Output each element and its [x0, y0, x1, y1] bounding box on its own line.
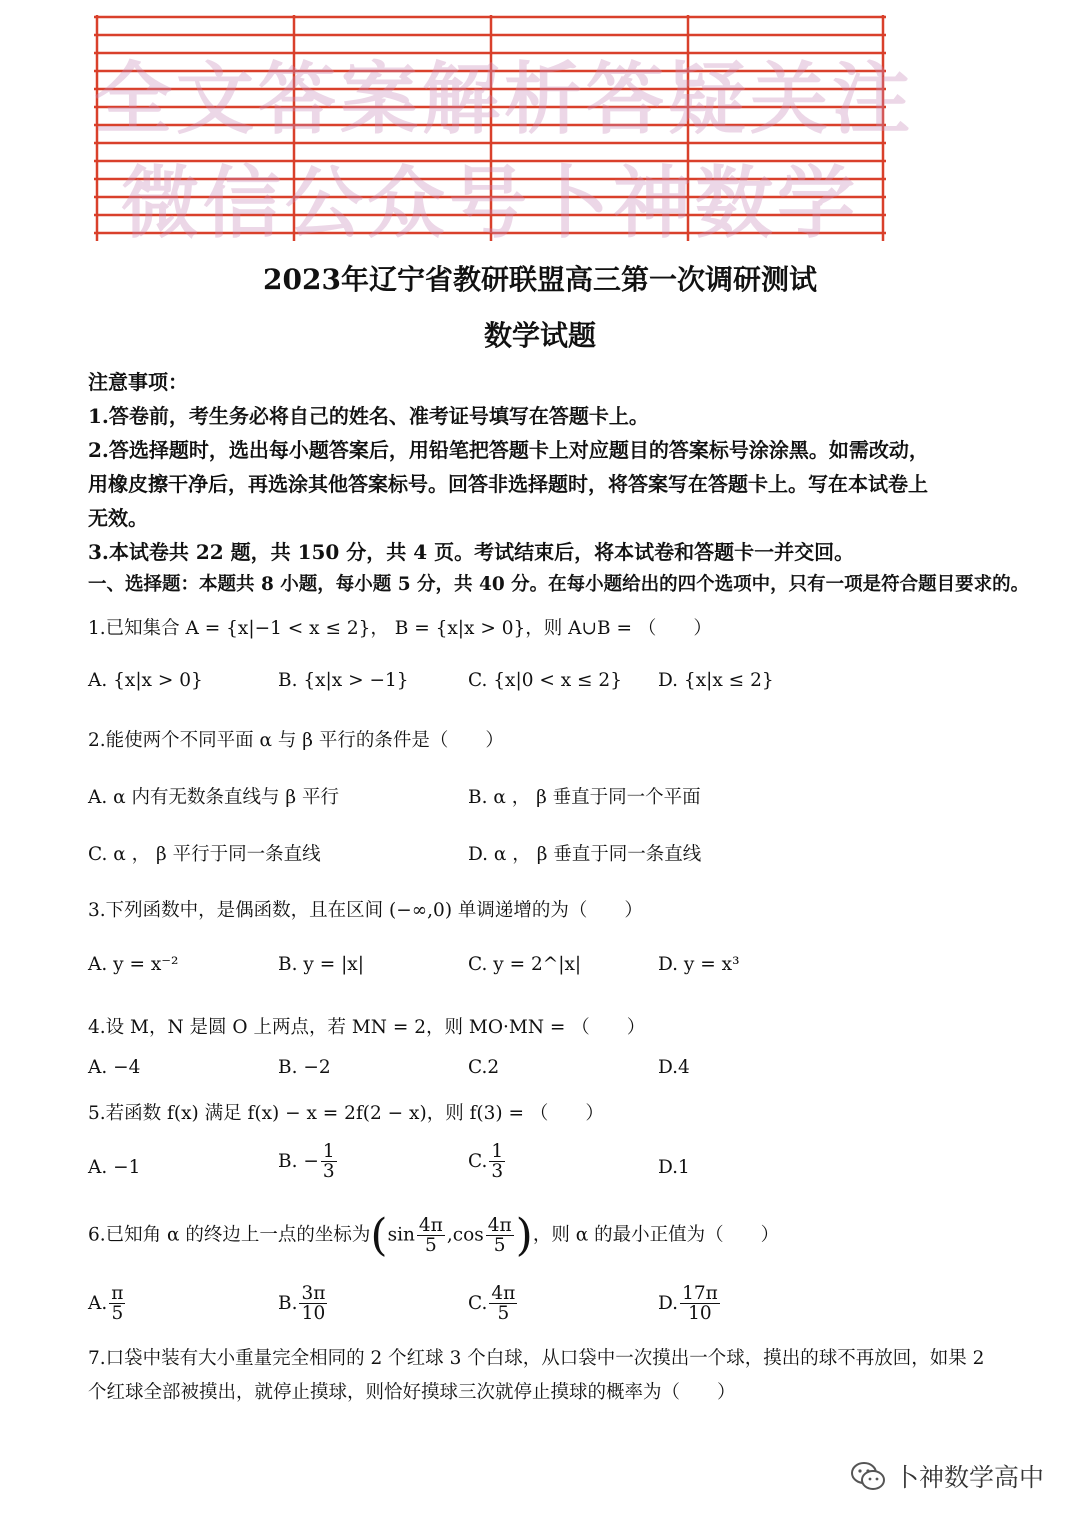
- fraction: [109, 1284, 125, 1324]
- q3-option-d: D. y = x³: [658, 954, 740, 975]
- q6-option-a: [88, 1284, 127, 1324]
- q4-option-b: B. −2: [278, 1057, 331, 1078]
- notice-heading: 注意事项：: [88, 370, 188, 394]
- fraction: [417, 1216, 445, 1256]
- notice-item-2a: 2.答选择题时，选出每小题答案后，用铅笔把答题卡上对应题目的答案标号涂涂黑。如需改动，: [88, 438, 929, 462]
- option-label: A.: [88, 1292, 108, 1314]
- q6-stem-post: ，则 α 的最小正值为（ ）: [532, 1224, 780, 1246]
- fraction-numerator: π: [111, 1283, 124, 1304]
- fraction-numerator: 4π: [491, 1283, 516, 1304]
- q6-cos: ,cos: [446, 1224, 484, 1246]
- notice-item-2b: 用橡皮擦干净后，再选涂其他答案标号。回答非选择题时，将答案写在答题卡上。写在本试卷上: [88, 472, 928, 496]
- fraction-denominator: 3: [491, 1161, 504, 1183]
- fraction-numerator: 17π: [682, 1283, 718, 1304]
- account-name: 卜神数学高中: [893, 1463, 1044, 1492]
- q5-option-c-label: C.: [468, 1150, 488, 1172]
- watermark-line-1: 全文答案解析答疑关注: [94, 55, 915, 145]
- option-label: D.: [658, 1292, 679, 1314]
- q2-option-b: B. α ， β 垂直于同一个平面: [468, 787, 701, 808]
- fraction-numerator: 4π: [487, 1214, 512, 1236]
- fraction-numerator: 1: [322, 1141, 335, 1162]
- watermark-banner: [94, 15, 915, 249]
- q4-option-d: D.4: [658, 1057, 690, 1078]
- fraction: [489, 1142, 505, 1182]
- q3-option-b: B. y = |x|: [278, 954, 364, 975]
- wechat-icon: [850, 1461, 886, 1491]
- fraction-numerator: 1: [491, 1141, 504, 1162]
- exam-subtitle: 数学试题: [483, 319, 596, 352]
- q3-option-a: A. y = x⁻²: [88, 954, 179, 975]
- watermark-line-2: 微信公众号卜神数学: [120, 159, 859, 249]
- q1-option-a: A. {x|x > 0}: [88, 670, 203, 691]
- option-label: C.: [468, 1292, 488, 1314]
- q1-option-c: C. {x|0 < x ≤ 2}: [468, 670, 622, 691]
- fraction: [486, 1216, 514, 1256]
- fraction-denominator: 5: [111, 1303, 124, 1325]
- q2-option-c: C. α ， β 平行于同一条直线: [88, 844, 321, 865]
- q5-option-b: [278, 1142, 339, 1182]
- option-label: B.: [278, 1292, 298, 1314]
- fraction-denominator: 3: [322, 1161, 335, 1183]
- question-4-stem: 4.设 M，N 是圆 O 上两点，若 MN = 2，则 MO·MN = （ ）: [88, 1017, 646, 1038]
- q6-option-c: [468, 1284, 519, 1324]
- q5-option-c: [468, 1142, 507, 1182]
- q4-option-a: A. −4: [88, 1057, 141, 1078]
- question-3-stem: 3.下列函数中，是偶函数，且在区间 (−∞,0) 单调递增的为（ ）: [88, 900, 643, 921]
- notice-item-3: 3.本试卷共 22 题，共 150 分，共 4 页。考试结束后，将本试卷和答题卡一并交回。: [88, 540, 855, 564]
- q5-option-d: D.1: [658, 1157, 690, 1178]
- fraction-numerator: 4π: [418, 1214, 443, 1236]
- q1-option-b: B. {x|x > −1}: [278, 670, 409, 691]
- q1-option-d: D. {x|x ≤ 2}: [658, 670, 774, 691]
- fraction: [680, 1284, 720, 1324]
- exam-title: 2023年辽宁省教研联盟高三第一次调研测试: [263, 263, 817, 296]
- q3-option-c: C. y = 2^|x|: [468, 954, 582, 975]
- fraction-denominator: 5: [424, 1235, 437, 1256]
- q2-option-a: A. α 内有无数条直线与 β 平行: [88, 787, 339, 808]
- q6-stem-pre: 6.已知角 α 的终边上一点的坐标为: [88, 1224, 371, 1246]
- fraction-denominator: 10: [688, 1303, 712, 1325]
- fraction-denominator: 5: [497, 1303, 510, 1325]
- q4-option-c: C.2: [468, 1057, 500, 1078]
- q6-option-b: [278, 1284, 329, 1324]
- question-2-stem: 2.能使两个不同平面 α 与 β 平行的条件是（ ）: [88, 730, 504, 751]
- fraction-denominator: 5: [493, 1235, 506, 1256]
- left-paren: (: [370, 1210, 388, 1261]
- q5-option-b-label: B. −: [278, 1150, 319, 1172]
- q6-option-d: [658, 1284, 722, 1324]
- q5-option-a: A. −1: [88, 1157, 141, 1178]
- question-7-line-2: 个红球全部被摸出，就停止摸球，则恰好摸球三次就停止摸球的概率为（ ）: [88, 1382, 736, 1403]
- q6-sin: sin: [387, 1224, 415, 1246]
- fraction-numerator: 3π: [301, 1283, 326, 1304]
- right-paren: ): [515, 1210, 533, 1261]
- fraction: [299, 1284, 327, 1324]
- section-heading: 一、选择题：本题共 8 小题，每小题 5 分，共 40 分。在每小题给出的四个选项中，只有一项是符合题目要求的。: [88, 574, 1030, 595]
- question-6-stem: [88, 1210, 779, 1261]
- notice-item-2c: 无效。: [88, 506, 148, 530]
- q2-option-d: D. α ， β 垂直于同一条直线: [468, 844, 702, 865]
- question-5-stem: 5.若函数 f(x) 满足 f(x) − x = 2f(2 − x)，则 f(3) = （ ）: [88, 1103, 604, 1124]
- fraction-denominator: 10: [301, 1303, 326, 1325]
- question-1-stem: 1.已知集合 A = {x|−1 < x ≤ 2}， B = {x|x > 0}，则 A∪B = （ ）: [88, 618, 712, 639]
- wechat-account-footer: [850, 1458, 1044, 1494]
- notice-item-1: 1.答卷前，考生务必将自己的姓名、准考证号填写在答题卡上。: [88, 404, 649, 428]
- question-7-line-1: 7.口袋中装有大小重量完全相同的 2 个红球 3 个白球，从口袋中一次摸出一个球，摸出的球不再放回，如果 2: [88, 1348, 985, 1369]
- fraction: [321, 1142, 337, 1182]
- fraction: [489, 1284, 517, 1324]
